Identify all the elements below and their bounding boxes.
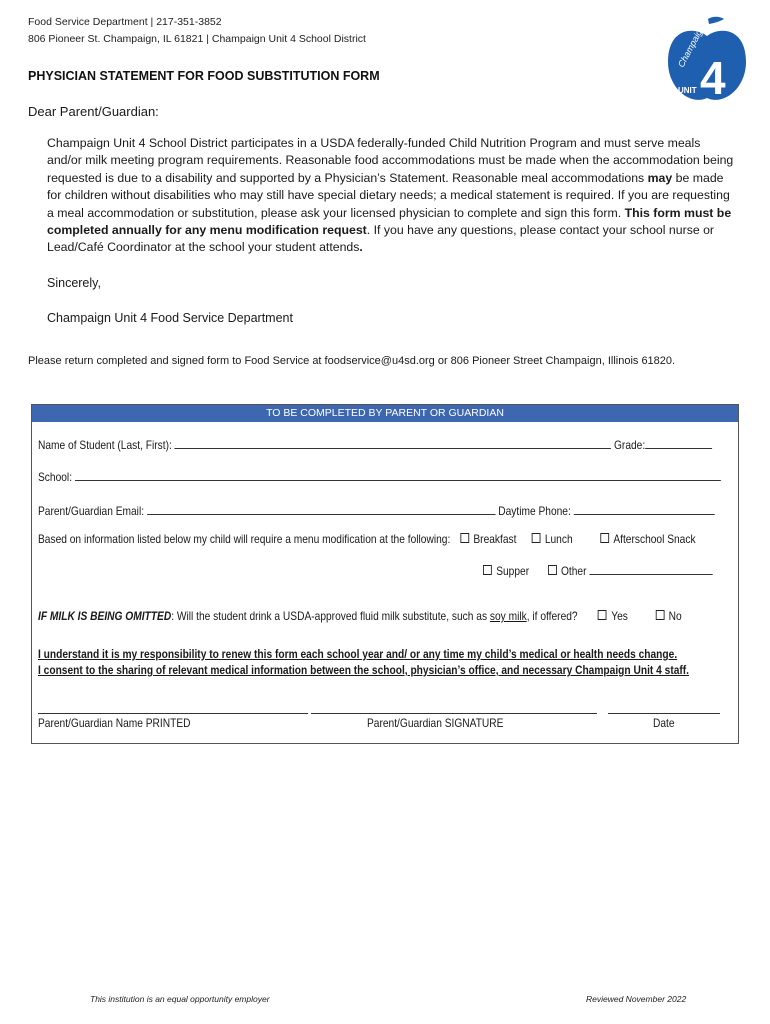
email-phone-row: Parent/Guardian Email: Daytime Phone: [38, 504, 714, 518]
date-line[interactable] [608, 713, 720, 714]
lunch-checkbox[interactable] [532, 533, 541, 543]
signature-line[interactable] [311, 713, 597, 714]
grade-field[interactable] [645, 438, 712, 449]
unit4-apple-logo [664, 14, 750, 104]
student-name-field[interactable] [175, 438, 611, 449]
email-field[interactable] [147, 504, 495, 515]
logo-unit-text: UNIT [678, 86, 697, 95]
menu-modification-row-2: Supper Other [483, 564, 713, 578]
letter-body: Champaign Unit 4 School District participates in a USDA federally-funded Child Nutrition Program and must serve meals and/or milk meeting program requirements. Reasonable food accommodations must be made when the accommodation being requested is due to a disability and supported by a Physician’s Statement. Reasonable meal accommodations may be made for children without disabilities who may still have special dietary needs; a medical statement is required. If you are requesting a meal accommodation or substitution, please ask your licensed physician to complete and sign this form. This form must be completed annually for any menu modification request. If you have any questions, please contact your school nurse or Lead/Café Coordinator at the school your student attends. [47, 136, 734, 255]
form-heading: TO BE COMPLETED BY PARENT OR GUARDIAN [32, 405, 738, 422]
name-printed-line[interactable] [38, 713, 308, 714]
other-field[interactable] [589, 564, 712, 575]
page-title: PHYSICIAN STATEMENT FOR FOOD SUBSTITUTION FORM [28, 69, 380, 83]
school-field[interactable] [75, 470, 721, 481]
header-contact-line: Food Service Department | 217-351-3852 [28, 16, 222, 28]
supper-checkbox[interactable] [483, 565, 492, 575]
consent-statement: I consent to the sharing of relevant medical information between the school, physician’s office, and necessary Champaign Unit 4 staff. [38, 664, 690, 677]
afterschool-snack-checkbox[interactable] [600, 533, 609, 543]
renewal-statement: I understand it is my responsibility to renew this form each school year and/ or any time my child’s medical or health needs change. [38, 648, 678, 661]
date-label: Date [653, 717, 675, 730]
signature-label: Parent/Guardian SIGNATURE [367, 717, 504, 730]
other-checkbox[interactable] [548, 565, 557, 575]
closing: Sincerely, [47, 276, 101, 290]
signer: Champaign Unit 4 Food Service Department [47, 311, 293, 325]
milk-yes-checkbox[interactable] [598, 610, 607, 620]
student-name-row: Name of Student (Last, First): Grade: [38, 438, 712, 452]
logo-number: 4 [700, 52, 726, 104]
name-printed-label: Parent/Guardian Name PRINTED [38, 717, 191, 730]
school-row: School: [38, 470, 721, 484]
header-address-line: 806 Pioneer St. Champaign, IL 61821 | Champaign Unit 4 School District [28, 33, 366, 45]
parent-form-box [31, 404, 739, 744]
milk-question-row: IF MILK IS BEING OMITTED: Will the student drink a USDA-approved fluid milk substitute, such as soy milk, if offered? Yes No [38, 610, 682, 623]
milk-no-checkbox[interactable] [655, 610, 664, 620]
return-instructions: Please return completed and signed form to Food Service at foodservice@u4sd.org or 806 Pioneer Street Champaign, Illinois 61820. [28, 355, 676, 367]
menu-modification-row: Based on information listed below my child will require a menu modification at the following: Breakfast Lunch Afterschool Snack [38, 533, 696, 546]
footer-eoe: This institution is an equal opportunity employer [90, 994, 270, 1004]
logo-curve-text: Champaign [675, 23, 707, 69]
phone-field[interactable] [574, 504, 715, 515]
footer-reviewed: Reviewed November 2022 [586, 994, 687, 1004]
salutation: Dear Parent/Guardian: [28, 104, 159, 119]
breakfast-checkbox[interactable] [460, 533, 469, 543]
